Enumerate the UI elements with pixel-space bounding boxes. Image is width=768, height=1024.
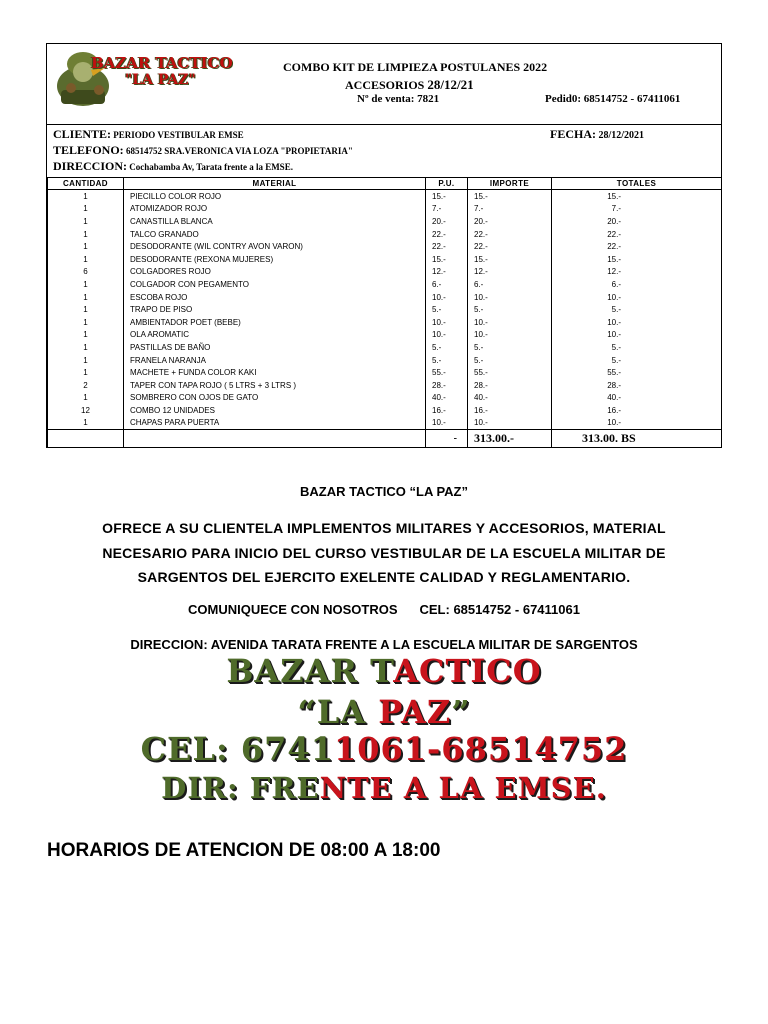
- direccion-label: DIRECCION:: [53, 159, 128, 173]
- total-row: [48, 430, 722, 448]
- table-body: [48, 190, 722, 430]
- contact-phones: CEL: 68514752 - 67411061: [419, 602, 580, 617]
- total-dash: -: [426, 430, 468, 448]
- cell-material: PASTILLAS DE BAÑO: [124, 341, 426, 354]
- ad-contact: [0, 602, 768, 617]
- table-row: [48, 303, 722, 316]
- cell-pu: 5.-: [426, 354, 468, 367]
- cell-importe: 22.-: [468, 228, 552, 241]
- cell-importe: 10.-: [468, 291, 552, 304]
- cell-pu: 16.-: [426, 404, 468, 417]
- ad-title: BAZAR TACTICO “LA PAZ”: [299, 484, 469, 499]
- cell-pu: 15.-: [426, 253, 468, 266]
- table-row: [48, 253, 722, 266]
- table-row: [48, 278, 722, 291]
- table-row: [48, 417, 722, 430]
- cell-material: COLGADORES ROJO: [124, 266, 426, 279]
- cell-pu: 6.-: [426, 278, 468, 291]
- big-cel: CEL: 67411061-68514752: [140, 730, 628, 768]
- table-row: [48, 240, 722, 253]
- fecha-value: 28/12/2021: [596, 130, 645, 141]
- cell-totales: 10.-: [552, 291, 722, 304]
- col-material: MATERIAL: [124, 178, 426, 190]
- cell-importe: 10.-: [468, 329, 552, 342]
- cell-pu: 55.-: [426, 366, 468, 379]
- logo-line1: BAZAR TACTICO: [91, 54, 233, 72]
- big-la-paz: “LA PAZ”: [297, 693, 471, 731]
- table-row: [48, 215, 722, 228]
- cell-pu: 10.-: [426, 329, 468, 342]
- big-bazar-tactico: BAZAR TACTICO: [226, 652, 542, 690]
- cell-material: TALCO GRANADO: [124, 228, 426, 241]
- cell-importe: 15.-: [468, 190, 552, 203]
- cell-importe: 55.-: [468, 366, 552, 379]
- total-empty-2: [124, 430, 426, 448]
- cell-importe: 5.-: [468, 341, 552, 354]
- cell-cantidad: 6: [48, 266, 124, 279]
- table-row: [48, 266, 722, 279]
- client-block: [47, 125, 721, 177]
- ad-body: [0, 516, 768, 590]
- cell-pu: 5.-: [426, 341, 468, 354]
- col-totales: TOTALES: [552, 178, 722, 190]
- cell-material: AMBIENTADOR POET (BEBE): [124, 316, 426, 329]
- cell-material: TRAPO DE PISO: [124, 303, 426, 316]
- client-row: [53, 127, 244, 142]
- cell-cantidad: 1: [48, 316, 124, 329]
- table-row: [48, 354, 722, 367]
- cell-cantidad: 1: [48, 253, 124, 266]
- cell-importe: 22.-: [468, 240, 552, 253]
- cell-importe: 12.-: [468, 266, 552, 279]
- cell-pu: 28.-: [426, 379, 468, 392]
- table-row: [48, 392, 722, 405]
- cell-material: ESCOBA ROJO: [124, 291, 426, 304]
- cell-totales: 12.-: [552, 266, 722, 279]
- logo-line2: "LA PAZ": [125, 72, 196, 88]
- table-row: [48, 291, 722, 304]
- cell-totales: 7.-: [552, 203, 722, 216]
- ad-body-line3: SARGENTOS DEL EJERCITO EXELENTE CALIDAD Y REGLAMENTARIO.: [137, 569, 631, 585]
- cell-pu: 22.-: [426, 228, 468, 241]
- telefono-label: TELEFONO:: [53, 143, 124, 157]
- ad-body-line2: NECESARIO PARA INICIO DEL CURSO VESTIBULAR DE LA ESCUELA MILITAR DE: [102, 544, 666, 561]
- cell-cantidad: 1: [48, 329, 124, 342]
- cell-material: FRANELA NARANJA: [124, 354, 426, 367]
- cell-pu: 5.-: [426, 303, 468, 316]
- cell-totales: 15.-: [552, 253, 722, 266]
- cell-pu: 10.-: [426, 316, 468, 329]
- cell-cantidad: 1: [48, 341, 124, 354]
- cell-pu: 40.-: [426, 392, 468, 405]
- cell-cantidad: 1: [48, 215, 124, 228]
- invoice-header: [47, 44, 721, 125]
- cell-totales: 6.-: [552, 278, 722, 291]
- total-empty-1: [48, 430, 124, 448]
- cell-importe: 28.-: [468, 379, 552, 392]
- cell-totales: 15.-: [552, 190, 722, 203]
- table-row: [48, 341, 722, 354]
- cell-cantidad: 1: [48, 366, 124, 379]
- cell-importe: 6.-: [468, 278, 552, 291]
- cell-totales: 40.-: [552, 392, 722, 405]
- cell-pu: 10.-: [426, 291, 468, 304]
- cell-totales: 22.-: [552, 228, 722, 241]
- ad-direccion: DIRECCION: AVENIDA TARATA FRENTE A LA ESCUELA MILITAR DE SARGENTOS: [130, 637, 638, 652]
- cell-material: ATOMIZADOR ROJO: [124, 203, 426, 216]
- cell-material: COLGADOR CON PEGAMENTO: [124, 278, 426, 291]
- cell-material: PIECILLO COLOR ROJO: [124, 190, 426, 203]
- cell-cantidad: 1: [48, 203, 124, 216]
- fecha: [550, 127, 644, 142]
- cell-pu: 10.-: [426, 417, 468, 430]
- cell-material: TAPER CON TAPA ROJO ( 5 LTRS + 3 LTRS ): [124, 379, 426, 392]
- col-pu: P.U.: [426, 178, 468, 190]
- sale-number: Nº de venta: 7821: [357, 93, 440, 105]
- cell-totales: 5.-: [552, 341, 722, 354]
- table-row: [48, 203, 722, 216]
- cell-pu: 12.-: [426, 266, 468, 279]
- cell-importe: 16.-: [468, 404, 552, 417]
- telefono-value: 68514752 SRA.VERONICA VIA LOZA "PROPIETARIA": [123, 146, 353, 156]
- cell-totales: 5.-: [552, 303, 722, 316]
- cell-pu: 15.-: [426, 190, 468, 203]
- cell-importe: 15.-: [468, 253, 552, 266]
- accesorios-line: [345, 77, 474, 93]
- big-dir: DIR: FRENTE A LA EMSE.: [161, 771, 607, 805]
- cell-material: DESODORANTE (REXONA MUJERES): [124, 253, 426, 266]
- cell-cantidad: 1: [48, 240, 124, 253]
- direccion-row: [53, 159, 293, 174]
- cell-cantidad: 2: [48, 379, 124, 392]
- cliente-value: PERIODO VESTIBULAR EMSE: [111, 130, 244, 140]
- accesorios-label: ACCESORIOS: [345, 78, 425, 92]
- cell-pu: 7.-: [426, 203, 468, 216]
- cell-material: CHAPAS PARA PUERTA: [124, 417, 426, 430]
- cell-material: CANASTILLA BLANCA: [124, 215, 426, 228]
- items-table: [47, 177, 722, 447]
- table-row: [48, 329, 722, 342]
- cell-cantidad: 1: [48, 392, 124, 405]
- cell-totales: 20.-: [552, 215, 722, 228]
- cell-cantidad: 1: [48, 354, 124, 367]
- cell-cantidad: 12: [48, 404, 124, 417]
- cell-material: DESODORANTE (WIL CONTRY AVON VARON): [124, 240, 426, 253]
- total-importe: 313.00.-: [468, 430, 552, 448]
- fecha-label: FECHA:: [550, 127, 596, 141]
- cell-cantidad: 1: [48, 190, 124, 203]
- cell-material: COMBO 12 UNIDADES: [124, 404, 426, 417]
- cell-importe: 10.-: [468, 316, 552, 329]
- accesorios-date: 28/12/21: [427, 77, 474, 92]
- cell-importe: 5.-: [468, 354, 552, 367]
- col-importe: IMPORTE: [468, 178, 552, 190]
- cell-cantidad: 1: [48, 303, 124, 316]
- cell-totales: 5.-: [552, 354, 722, 367]
- direccion-value: Cochabamba Av, Tarata frente a la EMSE.: [127, 162, 293, 172]
- table-header-row: [48, 178, 722, 190]
- ad-body-line1: OFRECE A SU CLIENTELA IMPLEMENTOS MILITARES Y ACCESORIOS, MATERIAL: [102, 520, 666, 536]
- table-row: [48, 366, 722, 379]
- cell-pu: 22.-: [426, 240, 468, 253]
- cell-totales: 22.-: [552, 240, 722, 253]
- cell-importe: 10.-: [468, 417, 552, 430]
- cell-totales: 10.-: [552, 316, 722, 329]
- table-row: [48, 404, 722, 417]
- cell-cantidad: 1: [48, 417, 124, 430]
- cell-material: OLA AROMATIC: [124, 329, 426, 342]
- cell-pu: 20.-: [426, 215, 468, 228]
- order-phones: Pedid0: 68514752 - 67411061: [545, 93, 681, 105]
- contact-label: COMUNIQUECE CON NOSOTROS: [188, 602, 398, 617]
- cell-importe: 7.-: [468, 203, 552, 216]
- table-row: [48, 316, 722, 329]
- table-row: [48, 190, 722, 203]
- telefono-row: [53, 143, 353, 158]
- cell-cantidad: 1: [48, 291, 124, 304]
- cell-totales: 10.-: [552, 329, 722, 342]
- col-cantidad: CANTIDAD: [48, 178, 124, 190]
- invoice: [46, 43, 722, 448]
- cell-totales: 28.-: [552, 379, 722, 392]
- horarios: HORARIOS DE ATENCION DE 08:00 A 18:00: [47, 840, 441, 861]
- cell-importe: 20.-: [468, 215, 552, 228]
- cell-material: SOMBRERO CON OJOS DE GATO: [124, 392, 426, 405]
- cell-cantidad: 1: [48, 228, 124, 241]
- combo-title: COMBO KIT DE LIMPIEZA POSTULANES 2022: [283, 60, 548, 74]
- bazar-logo: [53, 46, 233, 110]
- cell-importe: 5.-: [468, 303, 552, 316]
- cell-material: MACHETE + FUNDA COLOR KAKI: [124, 366, 426, 379]
- cell-importe: 40.-: [468, 392, 552, 405]
- cell-totales: 16.-: [552, 404, 722, 417]
- table-row: [48, 228, 722, 241]
- cell-totales: 55.-: [552, 366, 722, 379]
- cliente-label: CLIENTE:: [53, 127, 112, 141]
- table-row: [48, 379, 722, 392]
- total-totales: 313.00. BS: [552, 430, 722, 448]
- cell-cantidad: 1: [48, 278, 124, 291]
- cell-totales: 10.-: [552, 417, 722, 430]
